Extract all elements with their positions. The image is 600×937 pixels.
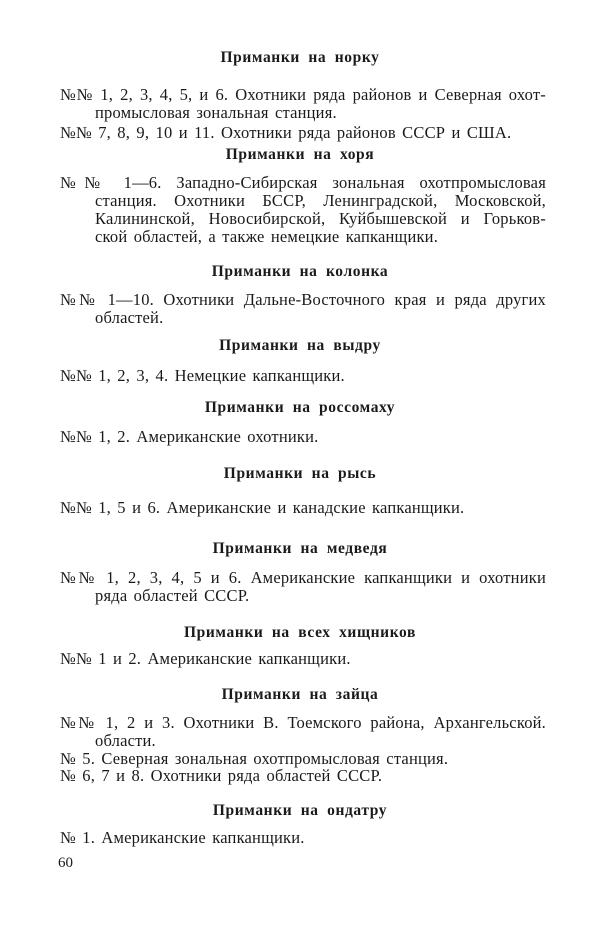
section-heading: Приманки на хоря (225, 146, 375, 163)
section-heading: Приманки на рысь (223, 465, 377, 482)
entry-line: ской областей, а также немецкие капканщики. (95, 227, 439, 246)
entry-line: № 1. Американские капканщики. (60, 828, 305, 847)
entry-line: станция. Охотники БССР, Ленинградской, Московской, (95, 191, 546, 210)
section-heading: Приманки на колонка (211, 263, 389, 280)
entry-line: Калининской, Новосибирской, Куйбышевской и Горьков- (95, 209, 546, 228)
section-heading: Приманки на россомаху (204, 399, 396, 416)
entry-line: областей. (95, 308, 164, 327)
entry-line: №№ 1, 5 и 6. Американские и канадские капканщики. (60, 498, 465, 517)
entry-line: №№ 1 и 2. Американские капканщики. (60, 649, 351, 668)
entry-line: №№ 7, 8, 9, 10 и 11. Охотники ряда районов СССР и США. (60, 123, 512, 142)
entry-line: №№ 1—10. Охотники Дальне-Восточного края и ряда других (60, 290, 546, 309)
entry-line: промысловая зональная станция. (95, 103, 337, 122)
entry-line: № 5. Северная зональная охотпромысловая станция. (60, 749, 449, 768)
entry-line: ряда областей СССР. (95, 586, 250, 605)
entry-line: №№ 1, 2, 3, 4, 5, и 6. Охотники ряда районов и Северная охот- (60, 85, 546, 104)
section-heading: Приманки на ондатру (212, 802, 388, 819)
section-heading: Приманки на зайца (221, 686, 379, 703)
page-number: 60 (58, 855, 73, 871)
entry-line: №№ 1, 2 и 3. Охотники В. Тоемского района, Архангельской. (60, 713, 546, 732)
section-heading: Приманки на всех хищников (184, 624, 416, 641)
section-heading: Приманки на норку (220, 49, 380, 66)
section-heading: Приманки на выдру (219, 337, 381, 354)
section-heading: Приманки на медведя (212, 540, 388, 557)
entry-line: №№ 1, 2. Американские охотники. (60, 427, 319, 446)
entry-line: области. (95, 731, 156, 750)
entry-line: №№ 1, 2, 3, 4, 5 и 6. Американские капканщики и охотники (60, 568, 546, 587)
entry-line: № 6, 7 и 8. Охотники ряда областей СССР. (60, 766, 383, 785)
entry-line: №№ 1—6. Западно-Сибирская зональная охотпромысловая (60, 173, 546, 192)
entry-line: №№ 1, 2, 3, 4. Немецкие капканщики. (60, 366, 345, 385)
